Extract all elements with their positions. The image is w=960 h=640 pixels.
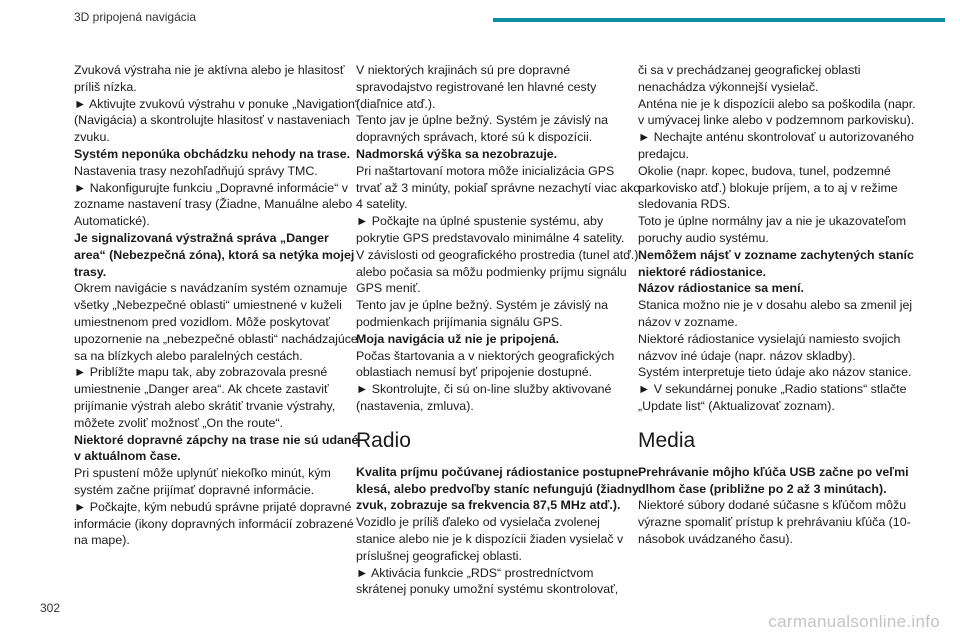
paragraph: Okolie (napr. kopec, budova, tunel, podzemné parkovisko atď.) blokuje príjem, a to aj v režime sledovania RDS. xyxy=(638,163,898,212)
section-heading: Radio xyxy=(356,428,411,452)
question-heading: Nemôžem nájsť v zozname zachytených staníc niektoré rádiostanice. xyxy=(638,247,914,279)
question-heading: Prehrávanie môjho kľúča USB začne po veľmi dlhom čase (približne po 2 až 3 minútach). xyxy=(638,464,909,496)
paragraph: ► Priblížte mapu tak, aby zobrazovala presné umiestnenie „Danger area“. Ak chcete zastaviť prijímanie výstrah alebo skrátiť trvanie výstrahy, môžete zvoliť možnosť „On the route“. xyxy=(74,365,336,430)
question-heading: Nadmorská výška sa nezobrazuje. xyxy=(356,146,558,161)
question-heading: Kvalita príjmu počúvanej rádiostanice postupne klesá, alebo predvoľby staníc nefungujú (žiadny zvuk, zobrazuje sa frekvencia 87,5 MHz atď.). xyxy=(356,464,639,513)
paragraph: Niektoré súbory dodané súčasne s kľúčom môžu výrazne spomaliť prístup k prehrávaniu kľúča (10-násobok uvádzaného času). xyxy=(638,498,911,546)
watermark: carmanualsonline.info xyxy=(768,612,940,631)
paragraph: Tento jav je úplne bežný. Systém je závislý na podmienkach prijímania signálu GPS. xyxy=(356,298,609,329)
paragraph: ► Skontrolujte, či sú on-line služby aktivované (nastavenia, zmluva). xyxy=(356,382,612,413)
paragraph: Systém interpretuje tieto údaje ako názov stanice. xyxy=(638,365,912,380)
question-heading: Moja navigácia už nie je pripojená. xyxy=(356,331,560,346)
paragraph: Okrem navigácie s navádzaním systém oznamuje všetky „Nebezpečné oblasti“ umiestnené v kuželi umiestnenom pred vozidlom. Môže poskytovať upozornenie na „nebezpečné oblasti“ nachádzajúce sa na blízkych alebo paralelných cestách. xyxy=(74,281,358,363)
paragraph: ► Počkajte, kým nebudú správne prijaté dopravné informácie (ikony dopravných informácií zobrazené na mape). xyxy=(74,499,354,548)
text-column-2 xyxy=(356,62,641,598)
paragraph: Toto je úplne normálny jav a nie je ukazovateľom poruchy audio systému. xyxy=(638,214,907,245)
paragraph: Tento jav je úplne bežný. Systém je závislý na dopravných správach, ktoré sú k dispozícii. xyxy=(356,113,609,145)
paragraph: Anténa nie je k dispozícii alebo sa poškodila (napr. v umývacej linke alebo v podzemnom parkovisku). xyxy=(638,96,916,128)
paragraph: ► Nakonfigurujte funkciu „Dopravné informácie“ v zozname nastavení trasy (Žiadne, Manuálne alebo Automatické). xyxy=(74,180,353,229)
paragraph: Niektoré rádiostanice vysielajú namiesto svojich názvov iné údaje (napr. názov skladby). xyxy=(638,331,901,363)
paragraph: ► Počkajte na úplné spustenie systému, aby pokrytie GPS predstavovalo minimálne 4 satelity. xyxy=(356,214,625,245)
page-number: 302 xyxy=(40,601,61,615)
paragraph: Pri spustení môže uplynúť niekoľko minút, kým systém začne prijímať dopravné informácie. xyxy=(74,466,331,497)
paragraph: ► V sekundárnej ponuke „Radio stations“ stlačte „Update list“ (Aktualizovať zoznam). xyxy=(638,382,907,413)
paragraph: Vozidlo je príliš ďaleko od vysielača zvolenej stanice alebo nie je k dispozícii žiaden vysielač v príslušnej geografickej oblasti. xyxy=(356,515,624,563)
paragraph: Počas štartovania a v niektorých geografických oblastiach nemusí byť pripojenie dostupné. xyxy=(356,348,615,380)
question-heading: Niektoré dopravné zápchy na trase nie sú udané v aktuálnom čase. xyxy=(74,432,359,464)
paragraph: ► Aktivácia funkcie „RDS“ prostredníctvom skrátenej ponuky umožní systému skontrolovať, xyxy=(356,565,619,597)
paragraph: ► Nechajte anténu skontrolovať u autorizovaného predajcu. xyxy=(638,130,914,161)
question-heading: Systém neponúka obchádzku nehody na trase. xyxy=(74,146,351,161)
paragraph: Zvuková výstraha nie je aktívna alebo je hlasitosť príliš nízka. xyxy=(74,63,345,94)
paragraph: Pri naštartovaní motora môže inicializácia GPS trvať až 3 minúty, pokiaľ správne nezachytí viac ako 4 satelity. xyxy=(356,163,641,212)
section-heading: Media xyxy=(638,428,696,452)
paragraph: Nastavenia trasy nezohľadňujú správy TMC. xyxy=(74,163,318,178)
paragraph: ► Aktivujte zvukovú výstrahu v ponuke „Navigation“ (Navigácia) a skontrolujte hlasitosť v nastaveniach zvuku. xyxy=(74,96,359,145)
question-heading: Je signalizovaná výstražná správa „Danger area“ (Nebezpečná zóna), ktorá sa netýka mojej trasy. xyxy=(74,230,355,279)
running-header-title: 3D pripojená navigácia xyxy=(74,10,197,24)
paragraph: V niektorých krajinách sú pre dopravné spravodajstvo registrované len hlavné cesty (diaľnice atď.). xyxy=(356,63,597,111)
header-accent-bar xyxy=(493,18,945,22)
paragraph: či sa v prechádzanej geografickej oblasti nenachádza výkonnejší vysielač. xyxy=(638,63,861,94)
paragraph: Stanica možno nie je v dosahu alebo sa zmenil jej názov v zozname. xyxy=(638,298,913,329)
question-heading: Názov rádiostanice sa mení. xyxy=(638,281,804,296)
paragraph: V závislosti od geografického prostredia (tunel atď.) alebo počasia sa môžu podmienky príjmu signálu GPS meniť. xyxy=(356,247,639,296)
text-column-1 xyxy=(74,62,359,549)
text-column-3 xyxy=(638,62,923,548)
